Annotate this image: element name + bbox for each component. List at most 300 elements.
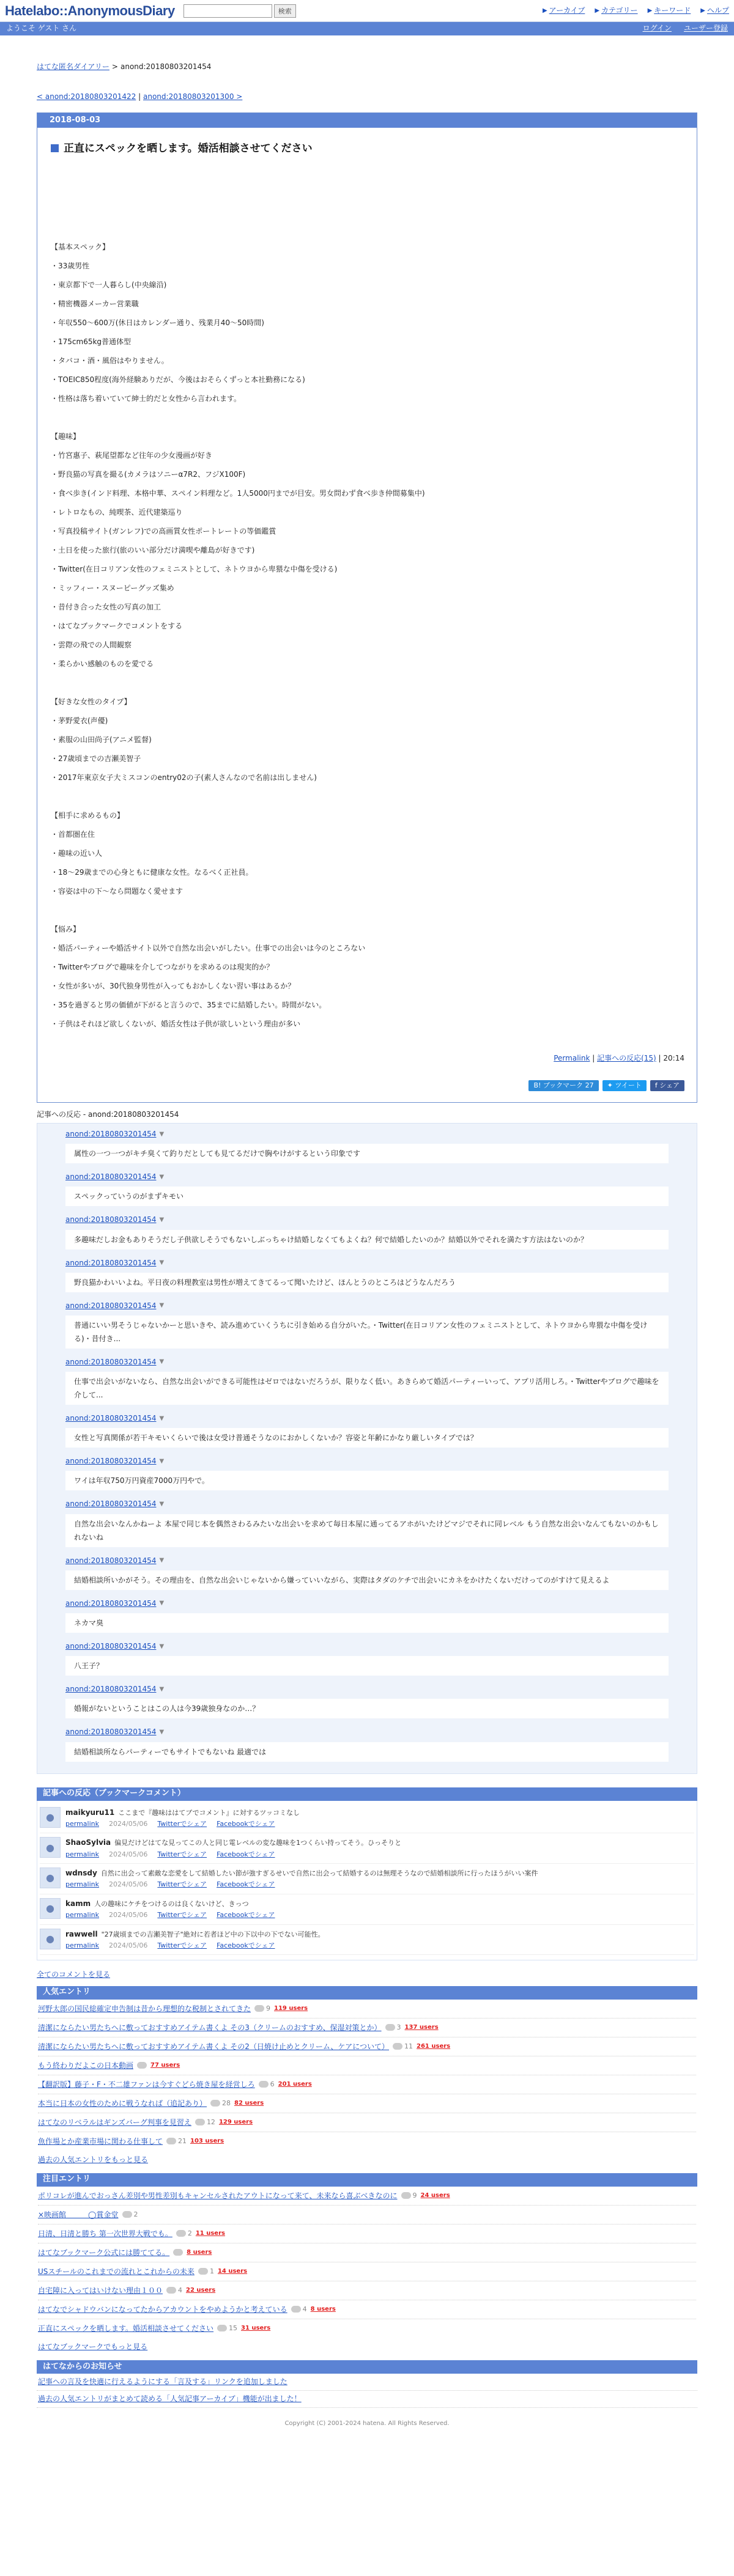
comment-count: 28 (222, 2099, 231, 2107)
reaction-item (65, 1641, 669, 1676)
speech-bubble-icon (393, 2043, 402, 2050)
section-heading: 【相手に求めるもの】 (51, 811, 125, 820)
users-count[interactable]: 119 users (274, 2004, 308, 2012)
twitter-share-link[interactable]: Twitterでシェア (157, 1880, 207, 1889)
ranking-item (38, 2225, 696, 2243)
users-count[interactable]: 8 users (187, 2248, 212, 2256)
menu-icon[interactable]: ▼ (159, 1216, 165, 1223)
speech-bubble-icon (166, 2287, 176, 2294)
section-item: ・Twitterやブログで趣味を介してつながりを求めるのは現実的か？ (51, 962, 274, 971)
comment-count: 2 (133, 2210, 138, 2218)
comment-count: 4 (178, 2286, 183, 2294)
bookmark-count (393, 2041, 413, 2053)
bookmark-meta (65, 1849, 401, 1860)
ranking-title-link[interactable]: ×映画館 ◯賞金堂 (38, 2210, 119, 2219)
facebook-share-button[interactable] (650, 1080, 684, 1091)
entry-body (37, 128, 697, 1102)
menu-icon[interactable]: ▼ (159, 1685, 165, 1693)
nav-keyword-link[interactable]: キーワード (654, 6, 691, 15)
reaction-header (65, 1214, 669, 1226)
login-link[interactable]: ログイン (642, 24, 672, 33)
ranking-item (38, 2319, 696, 2338)
menu-icon[interactable]: ▼ (159, 1259, 165, 1267)
section-heading: 【悩み】 (51, 924, 81, 933)
bookmark-comment (40, 1803, 694, 1834)
nav-help[interactable] (700, 5, 729, 17)
prev-next-separator: | (136, 92, 143, 101)
ranking-item (38, 2132, 696, 2151)
ranking-item (38, 2000, 696, 2018)
section-item: ・性格は落ち着いていて紳士的だと女性から言われます。 (51, 394, 242, 403)
nav-keyword[interactable] (648, 5, 691, 17)
site-logo[interactable]: Hatelabo::AnonymousDiary (5, 2, 175, 18)
reaction-header (65, 1684, 669, 1695)
prev-next-nav (37, 91, 697, 103)
bookmark-count (176, 2228, 192, 2240)
menu-icon[interactable]: ▼ (159, 1457, 165, 1465)
nav-category-link[interactable]: カテゴリー (601, 6, 638, 15)
popular-more-link[interactable]: 過去の人気エントリをもっと見る (38, 2155, 149, 2164)
users-count[interactable]: 103 users (190, 2137, 224, 2144)
ranking-item (38, 2037, 696, 2056)
register-link[interactable]: ユーザー登録 (683, 24, 728, 33)
tweet-button[interactable] (602, 1080, 647, 1091)
hatena-news (37, 2360, 697, 2408)
ranking-title-link[interactable]: はてなのリベラルはギンズバーグ判事を見習え (38, 2118, 191, 2127)
bookmark-count (401, 2190, 417, 2202)
bookmark-line (65, 1837, 401, 1849)
section-item: ・Twitter(在日コリアン女性のフェミニストとして、ネトウヨから卑猥な中傷を受ける) (51, 564, 338, 573)
ranking-title-link[interactable]: 正直にスペックを晒します。婚活相談させてください (38, 2324, 214, 2333)
section-item: ・35を過ぎると男の価値が下がると言うので、35までに結婚したい。時間がない。 (51, 1000, 327, 1009)
ranking-title-link[interactable]: 本当に日本の女性のために戦うなれば（追記あり） (38, 2099, 207, 2108)
menu-icon[interactable]: ▼ (159, 1728, 165, 1735)
bookmark-permalink[interactable]: permalink (65, 1880, 99, 1889)
entry-section (51, 427, 684, 674)
users-count[interactable]: 261 users (417, 2042, 451, 2050)
reaction-link[interactable]: anond:20180803201454 (65, 1642, 157, 1650)
bookmark-date: 2024/05/06 (109, 1850, 148, 1858)
bookmark-meta (65, 1910, 275, 1921)
section-item: ・子供はそれほど欲しくないが、婚活女性は子供が欲しいという理由が多い (51, 1019, 301, 1028)
bookmark-comment-text: "27歳頃までの吉瀬美智子"絶対に若者ほど中の下以中の下でない可能性。 (101, 1930, 325, 1938)
popular-entries-title: 人気エントリ (37, 1986, 697, 2000)
section-item: ・土日を使った旅行(旅のいい部分だけ満喫や離島が好きです) (51, 545, 255, 554)
nav-archive-link[interactable]: アーカイブ (549, 6, 585, 15)
ranking-title-link[interactable]: USスチールのこれまでの流れとこれからの未来 (38, 2267, 195, 2276)
facebook-share-link[interactable]: Facebookでシェア (217, 1850, 275, 1858)
reaction-item (65, 1214, 669, 1249)
ranking-item (38, 2243, 696, 2262)
bookmark-count (254, 2003, 270, 2015)
ranking-title-link[interactable]: 自宅障に入ってはいけない理由１００ (38, 2286, 163, 2295)
facebook-share-link[interactable]: Facebookでシェア (217, 1819, 275, 1828)
entry-date: 2018-08-03 (37, 113, 697, 128)
arrow-icon: ▶ (647, 7, 653, 14)
reaction-link[interactable]: anond:20180803201454 (65, 1129, 157, 1138)
comment-count: 9 (266, 2004, 271, 2012)
twitter-bird-icon: ✦ (607, 1081, 615, 1089)
reaction-text: 八王子？ (65, 1656, 669, 1676)
menu-icon[interactable]: ▼ (159, 1643, 165, 1650)
top-nav (543, 5, 729, 17)
ranking-title-link[interactable]: 清潔にならたい男たちへに敷っておすすめアイテム書くよ その2（日焼け止めとクリーム、ケアについて） (38, 2042, 390, 2051)
reaction-text: 婚報がないということはこの人は今39歳独身なのか…？ (65, 1699, 669, 1718)
ranking-title-link[interactable]: ポリコレが進んでおっさん差別や男性差別もキャンセルされたアウトになって来て、未来なら喜ぶべきなのに (38, 2191, 398, 2200)
ranking-item (38, 2113, 696, 2132)
comment-count: 2 (187, 2229, 192, 2237)
section-item: ・素服の山田尚子(アニメ監督) (51, 735, 152, 744)
reaction-item (65, 1726, 669, 1761)
arrow-icon: ▶ (700, 7, 705, 14)
reaction-link[interactable]: anond:20180803201454 (65, 1500, 157, 1509)
title-square-icon (51, 144, 59, 152)
avatar[interactable]: ● (40, 1807, 61, 1828)
bookmark-line (65, 1868, 538, 1879)
ranking-item (38, 2018, 696, 2037)
bookmark-permalink[interactable]: permalink (65, 1941, 99, 1949)
bookmark-comments (37, 1787, 697, 1961)
bookmark-meta (65, 1819, 300, 1830)
bookmark-date: 2024/05/06 (109, 1941, 148, 1949)
reaction-text: 自然な出会いなんかねーよ 本屋で同じ本を偶然さわるみたいな出会いを求めて毎日本屋に通ってるアホがいたけどマジでそれに同レベル もう自然な出会いなんてもないのかもしれないね (65, 1514, 669, 1547)
tweet-label: ツイート (615, 1081, 642, 1089)
breadcrumb-separator: > (111, 62, 118, 71)
bookmark-count (198, 2265, 214, 2278)
users-count[interactable]: 24 users (420, 2191, 450, 2199)
reaction-text: 普通にいい男そうじゃないかーと思いきや、読み進めていくうちに引き始める自分がいた。・Twitter(在日コリアン女性のフェミニストとして、ネトウヨから卑猥な中傷を受ける)・昔付き... (65, 1316, 669, 1349)
reaction-link[interactable]: anond:20180803201454 (65, 1301, 157, 1310)
hatena-bookmark-button[interactable]: B! ブックマーク 27 (528, 1080, 598, 1091)
entry-section (51, 920, 684, 1034)
nav-category[interactable] (595, 5, 637, 17)
twitter-share-link[interactable]: Twitterでシェア (157, 1911, 207, 1919)
bookmark-count (210, 2097, 231, 2110)
menu-icon[interactable]: ▼ (159, 1358, 165, 1366)
reaction-text: 結婚相談所いかがそう。その理由を、自然な出会いじゃないから嫌っていいながら、実際はタダのケチで出会いにカネをかけたくないだけってのがすけて見えるよ (65, 1570, 669, 1590)
noted-entries (37, 2173, 697, 2355)
reaction-header (65, 1555, 669, 1567)
reaction-text: 仕事で出会いがないなら、自然な出会いができる可能性はゼロではないだろうが、限りなく低い。あきらめて婚活パーティーいって、アプリ活用しろ。・Twitterやブログで趣味を介して... (65, 1372, 669, 1405)
noted-entry-list (37, 2187, 697, 2338)
ranking-item (38, 2281, 696, 2300)
bookmark-date: 2024/05/06 (109, 1911, 148, 1919)
bookmark-comment-text: 偏見だけどはてな見ってこの人と同じ電レベルの変な趣味を1つくらい持ってそう。ひっそりと (114, 1839, 402, 1847)
nav-archive[interactable] (543, 5, 585, 17)
search-input[interactable] (184, 4, 272, 18)
menu-icon[interactable]: ▼ (159, 1302, 165, 1309)
bookmark-meta (65, 1940, 325, 1951)
ranking-item (38, 2206, 696, 2225)
breadcrumb-root[interactable]: はてな匿名ダイアリー (37, 62, 109, 71)
reaction-header (65, 1726, 669, 1738)
avatar[interactable]: ● (40, 1837, 61, 1858)
section-item: ・175cm65kg普通体型 (51, 337, 132, 346)
section-item: ・趣味の近い人 (51, 848, 103, 858)
noted-more-link[interactable]: はてなブックマークでもっと見る (38, 2342, 148, 2351)
section-item: ・33歳男性 (51, 261, 90, 270)
users-count[interactable]: 129 users (218, 2118, 253, 2125)
reaction-header (65, 1171, 669, 1183)
users-count[interactable]: 8 users (310, 2305, 336, 2313)
section-item: ・写真投稿サイト(ガンレフ)での高画質女性ポートレートの等価鑑賞 (51, 526, 276, 535)
reaction-link[interactable]: anond:20180803201454 (65, 1556, 157, 1565)
permalink[interactable]: Permalink (554, 1053, 590, 1062)
all-comments-link[interactable]: 全てのコメントを見る (37, 1970, 111, 1979)
section-item: ・女性が多いが、30代独身男性が入ってもおかしくない習い事はあるか？ (51, 981, 295, 990)
reactions-list (37, 1123, 697, 1774)
reaction-item (65, 1598, 669, 1633)
user-bar (0, 22, 734, 35)
section-heading: 【基本スペック】 (51, 242, 110, 251)
bookmark-count (173, 2249, 183, 2256)
reaction-text: ネカマ臭 (65, 1613, 669, 1633)
next-entry-link[interactable]: anond:20180803201300 > (143, 92, 243, 101)
menu-icon[interactable]: ▼ (159, 1173, 165, 1180)
menu-icon[interactable]: ▼ (159, 1415, 165, 1422)
breadcrumb-current: anond:20180803201454 (120, 62, 212, 71)
copyright: Copyright (C) 2001-2024 hatena. All Rights Reserved. (284, 2420, 450, 2427)
reaction-text: 野良猫かわいいよね。平日夜の料理教室は男性が増えてきてるって聞いたけど、ほんとうのところはどうなんだろう (65, 1273, 669, 1292)
comment-count: 3 (396, 2023, 401, 2031)
reaction-header (65, 1356, 669, 1368)
bookmark-line (65, 1898, 275, 1910)
section-item: ・婚活パーティーや婚活サイト以外で自然な出会いがしたい。仕事での出会いは今のところない (51, 943, 366, 952)
bookmark-comment-text: 人の趣味にケチをつけるのは良くないけど、きっつ (94, 1899, 249, 1908)
section-item: ・野良猫の写真を撮る(カメラはソニーα7R2、フジX100F) (51, 469, 246, 479)
arrow-icon: ▶ (595, 7, 600, 14)
search-button[interactable]: 検索 (274, 4, 296, 18)
entry-time: 20:14 (663, 1053, 684, 1062)
facebook-share-link[interactable]: Facebookでシェア (217, 1911, 275, 1919)
reaction-text: ワイは年収750万円資産7000万円やで。 (65, 1471, 669, 1490)
bookmark-body (65, 1837, 401, 1860)
bookmark-count (291, 2303, 307, 2316)
entry-section (51, 238, 684, 408)
bookmark-body (65, 1868, 538, 1890)
section-item: ・昔付き合った女性の写真の加工 (51, 602, 161, 611)
reaction-header (65, 1128, 669, 1140)
twitter-share-link[interactable]: Twitterでシェア (157, 1941, 207, 1949)
reaction-header (65, 1498, 669, 1510)
bookmark-count (217, 2322, 237, 2335)
reaction-link[interactable]: anond:20180803201454 (65, 1357, 157, 1366)
reaction-link[interactable]: anond:20180803201454 (65, 1414, 157, 1423)
bookmark-count (166, 2284, 182, 2297)
bookmark-user[interactable]: kamm (65, 1899, 91, 1908)
section-item: ・はてなブックマークでコメントをする (51, 621, 183, 630)
news-list (37, 2374, 697, 2408)
bookmark-permalink[interactable]: permalink (65, 1819, 99, 1828)
speech-bubble-icon (176, 2230, 186, 2237)
nav-help-link[interactable]: ヘルプ (706, 6, 729, 15)
section-item: ・雲際の飛での人間観察 (51, 640, 132, 649)
reaction-item (65, 1356, 669, 1405)
users-count[interactable]: 77 users (150, 2061, 180, 2069)
users-count[interactable]: 14 users (217, 2267, 248, 2275)
bookmark-line (65, 1929, 325, 1940)
entry-title-text[interactable]: 正直にスペックを晒します。婚活相談させてください (64, 142, 313, 155)
reaction-item (65, 1455, 669, 1490)
bookmark-meta (65, 1879, 538, 1890)
bookmark-permalink[interactable]: permalink (65, 1911, 99, 1919)
reaction-item (65, 1257, 669, 1292)
ranking-title-link[interactable]: もう終わりだよこの日本動画 (38, 2061, 134, 2070)
reaction-header (65, 1455, 669, 1467)
section-item: ・年収550〜600万(休日はカレンダー通り、残業月40〜50時間) (51, 318, 264, 327)
reaction-header (65, 1598, 669, 1610)
bookmark-user[interactable]: rawwell (65, 1929, 98, 1938)
bookmark-comment (40, 1833, 694, 1864)
comment-count: 4 (302, 2305, 307, 2313)
comment-count: 12 (206, 2118, 215, 2126)
news-link[interactable]: 記事への言及を快適に行えるようにする「言及する」リンクを追加しました (38, 2377, 287, 2386)
bookmark-user[interactable]: ShaoSylvia (65, 1838, 111, 1847)
share-buttons (51, 1080, 684, 1091)
news-item (37, 2391, 697, 2408)
section-item: ・レトロなもの、純喫茶、近代建築巡り (51, 507, 183, 517)
speech-bubble-icon (254, 2005, 264, 2012)
bookmark-comment-text: 自然に出会って素敵な恋愛をして結婚したい節が強すぎるせいで自然に出会って結婚するのは無理そうなので結婚相談所に行ったほうがいい案件 (100, 1869, 538, 1878)
news-link[interactable]: 過去の人気エントリがまとめて読める「人気記事アーカイブ」機能が出ました！ (38, 2394, 302, 2404)
greeting: ようこそ ゲスト さん (6, 24, 77, 33)
bookmark-user[interactable]: maikyuru11 (65, 1808, 115, 1817)
section-heading: 【趣味】 (51, 432, 81, 441)
bookmark-comments-title: 記事への反応（ブックマークコメント） (37, 1787, 697, 1801)
bookmark-line (65, 1807, 300, 1819)
speech-bubble-icon (217, 2325, 227, 2331)
speech-bubble-icon (195, 2119, 205, 2125)
bookmark-body (65, 1929, 325, 1951)
speech-bubble-icon (166, 2138, 176, 2144)
menu-icon[interactable]: ▼ (159, 1501, 165, 1508)
bookmark-count (259, 2078, 275, 2091)
reaction-item (65, 1498, 669, 1547)
reaction-header (65, 1641, 669, 1652)
twitter-share-link[interactable]: Twitterでシェア (157, 1850, 207, 1858)
speech-bubble-icon (173, 2249, 183, 2256)
users-count[interactable]: 22 users (186, 2286, 216, 2294)
reaction-link[interactable]: anond:20180803201454 (65, 1172, 157, 1182)
ranking-title-link[interactable]: 日清、日清と勝ち 第一次世界大戦でも。 (38, 2229, 172, 2238)
ranking-title-link[interactable]: はてなでシャドウバンになってたからアカウントをやめようかと考えている (38, 2305, 287, 2314)
section-item: ・柔らかい感触のものを愛でる (51, 659, 154, 668)
breadcrumb (37, 61, 697, 73)
speech-bubble-icon (385, 2024, 395, 2031)
bookmark-count (122, 2209, 138, 2221)
avatar[interactable]: ● (40, 1898, 61, 1919)
bookmark-comment (40, 1925, 694, 1956)
comment-count: 21 (178, 2136, 187, 2145)
section-item: ・食べ歩き(インド料理、本格中華、スペイン料理など。1人5000円までが目安。男女問わず食べ歩き仲間募集中) (51, 488, 425, 498)
speech-bubble-icon (210, 2100, 220, 2107)
bookmark-comment (40, 1864, 694, 1894)
bookmark-permalink[interactable]: permalink (65, 1850, 99, 1858)
arrow-icon: ▶ (542, 7, 547, 14)
section-item: ・茅野愛衣(声優) (51, 716, 108, 725)
avatar[interactable]: ● (40, 1868, 61, 1888)
ranking-title-link[interactable]: 魚作場とか産業市場に関わる仕事して (38, 2136, 163, 2146)
reaction-link[interactable]: anond:20180803201454 (65, 1685, 157, 1694)
bookmark-count (137, 2062, 147, 2069)
reaction-link[interactable]: anond:20180803201454 (65, 1457, 157, 1466)
ranking-item (38, 2300, 696, 2319)
reaction-link[interactable]: anond:20180803201454 (65, 1728, 157, 1737)
reaction-link[interactable]: anond:20180803201454 (65, 1599, 157, 1608)
ranking-title-link[interactable]: 【翻訳版】藤子・F・不二雄ファンは今すぐどら焼き屋を経営しろ (38, 2080, 255, 2089)
users-count[interactable]: 11 users (195, 2229, 225, 2237)
section-item: ・容姿は中の下〜なら問題なく愛せます (51, 886, 184, 896)
all-comments (37, 1969, 697, 1981)
bookmark-count (166, 2135, 187, 2147)
facebook-share-link[interactable]: Facebookでシェア (217, 1941, 275, 1949)
menu-icon[interactable]: ▼ (159, 1600, 165, 1607)
section-item: ・TOEIC850程度(海外経験ありだが、今後はおそらくずっと本社勤務になる) (51, 375, 305, 384)
facebook-share-link[interactable]: Facebookでシェア (217, 1880, 275, 1889)
menu-icon[interactable]: ▼ (159, 1130, 165, 1138)
entry-section (51, 806, 684, 901)
reaction-link[interactable]: anond:20180803201454 (65, 1258, 157, 1267)
reaction-item (65, 1171, 669, 1206)
entry-section (51, 693, 684, 787)
bookmark-count (385, 2022, 401, 2034)
ranking-item (38, 2075, 696, 2094)
users-count[interactable]: 137 users (404, 2023, 439, 2031)
users-count[interactable]: 82 users (234, 2099, 264, 2107)
ranking-title-link[interactable]: はてなブックマーク公式には勝ててる。 (38, 2248, 170, 2257)
reactions-link[interactable]: 記事への反応(15) (597, 1053, 656, 1062)
bookmark-comment-text: ここまで『趣味ははてブでコメント』に対するツッコミなし (118, 1808, 300, 1817)
ranking-item (38, 2094, 696, 2113)
menu-icon[interactable]: ▼ (159, 1557, 165, 1564)
prev-entry-link[interactable]: < anond:20180803201422 (37, 92, 136, 101)
ranking-item (38, 2187, 696, 2206)
section-item: ・18〜29歳までの心身ともに健康な女性。なるべく正社員。 (51, 867, 253, 877)
users-count[interactable]: 201 users (278, 2080, 312, 2088)
reaction-link[interactable]: anond:20180803201454 (65, 1215, 157, 1224)
ranking-item (38, 2056, 696, 2075)
comment-count: 1 (209, 2267, 214, 2275)
ranking-title-link[interactable]: 清潔にならたい男たちへに敷っておすすめアイテム書くよ その3（クリームのおすすめ、保湿対策とか） (38, 2023, 382, 2032)
bookmark-user[interactable]: wdnsdy (65, 1869, 97, 1878)
ranking-title-link[interactable]: 河野太郎の国民総確定申告制は昔から理想的な税制とされてきた (38, 2004, 251, 2013)
speech-bubble-icon (198, 2268, 208, 2275)
bookmark-comment-list (37, 1801, 697, 1961)
bookmark-date: 2024/05/06 (109, 1880, 148, 1889)
reaction-item (65, 1684, 669, 1718)
facebook-icon: f (654, 1081, 660, 1089)
speech-bubble-icon (137, 2062, 147, 2069)
section-item: ・タバコ・酒・風俗はやりません。 (51, 356, 169, 365)
entry (37, 112, 697, 1102)
reaction-header (65, 1300, 669, 1312)
entry-title (51, 140, 684, 156)
section-item: ・2017年東京女子大ミスコンのentry02の子(素人さんなので名前は出しません) (51, 773, 317, 782)
reaction-item (65, 1555, 669, 1590)
avatar[interactable]: ● (40, 1929, 61, 1949)
users-count[interactable]: 31 users (241, 2324, 271, 2331)
bookmark-comment (40, 1894, 694, 1925)
bookmark-body (65, 1807, 300, 1830)
section-item: ・精密機器メーカー営業職 (51, 299, 139, 308)
reaction-header (65, 1413, 669, 1424)
popular-entries (37, 1986, 697, 2168)
facebook-share-label: シェア (659, 1081, 680, 1089)
twitter-share-link[interactable]: Twitterでシェア (157, 1819, 207, 1828)
speech-bubble-icon (259, 2081, 269, 2088)
section-item: ・首都圏在住 (51, 830, 95, 839)
reaction-text: 属性の一つ一つがキチ臭くて釣りだとしても見てるだけで胸やけがするという印象です (65, 1144, 669, 1163)
